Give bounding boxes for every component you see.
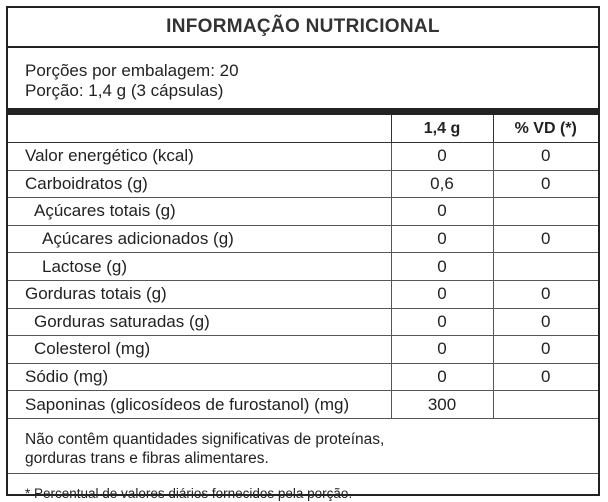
- nutrient-amount: 0: [391, 198, 493, 226]
- nutrient-daily-value: 0: [493, 336, 598, 364]
- table-row: [8, 253, 598, 281]
- header-amount: 1,4 g: [391, 115, 493, 143]
- header-blank-cell: [8, 115, 391, 143]
- table-row: [8, 336, 598, 364]
- nutrient-name: Gorduras totais (g): [8, 280, 391, 308]
- table-row: [8, 143, 598, 171]
- nutrient-name: Gorduras saturadas (g): [8, 308, 391, 336]
- table-row: [8, 198, 598, 226]
- nutrient-name: Açúcares totais (g): [8, 198, 391, 226]
- nutrient-amount: 0: [391, 363, 493, 391]
- table-row: [8, 308, 598, 336]
- servings-per-package: Porções por embalagem: 20: [25, 61, 239, 80]
- nutrient-daily-value: 0: [493, 280, 598, 308]
- nutrient-name: Carboidratos (g): [8, 170, 391, 198]
- nutrient-amount: 0,6: [391, 170, 493, 198]
- table-row: [8, 363, 598, 391]
- table-header-row: [8, 115, 598, 143]
- nutrient-daily-value: 0: [493, 308, 598, 336]
- nutrient-amount: 300: [391, 391, 493, 419]
- table-row: [8, 170, 598, 198]
- nutrient-daily-value: [493, 198, 598, 226]
- nutrient-amount: 0: [391, 308, 493, 336]
- nutrient-amount: 0: [391, 280, 493, 308]
- portion-info: [8, 48, 598, 115]
- daily-value-footnote: * Percentual de valores diários fornecidos pela porção.: [25, 485, 353, 501]
- nutrient-amount: 0: [391, 225, 493, 253]
- nutrient-daily-value: 0: [493, 143, 598, 171]
- nutrition-notes: [8, 419, 598, 474]
- nutrient-daily-value: 0: [493, 170, 598, 198]
- nutrient-daily-value: [493, 253, 598, 281]
- nutrient-daily-value: 0: [493, 225, 598, 253]
- table-row: [8, 391, 598, 419]
- nutrient-amount: 0: [391, 336, 493, 364]
- nutrient-name: Valor energético (kcal): [8, 143, 391, 171]
- nutrient-name: Sódio (mg): [8, 363, 391, 391]
- nutrient-amount: 0: [391, 253, 493, 281]
- header-daily-value: % VD (*): [493, 115, 598, 143]
- notes-line-2: gorduras trans e fibras alimentares.: [25, 449, 269, 467]
- nutrition-table: [8, 115, 598, 419]
- label-title: INFORMAÇÃO NUTRICIONAL: [8, 8, 598, 48]
- nutrient-name: Colesterol (mg): [8, 336, 391, 364]
- table-row: [8, 225, 598, 253]
- nutrient-daily-value: 0: [493, 363, 598, 391]
- serving-size: Porção: 1,4 g (3 cápsulas): [25, 81, 224, 100]
- nutrient-name: Saponinas (glicosídeos de furostanol) (mg): [8, 391, 391, 419]
- nutrient-name: Lactose (g): [8, 253, 391, 281]
- notes-line-1: Não contêm quantidades significativas de proteínas,: [25, 430, 385, 448]
- nutrition-label: [6, 6, 600, 501]
- nutrient-name: Açúcares adicionados (g): [8, 225, 391, 253]
- table-row: [8, 280, 598, 308]
- nutrient-amount: 0: [391, 143, 493, 171]
- nutrient-daily-value: [493, 391, 598, 419]
